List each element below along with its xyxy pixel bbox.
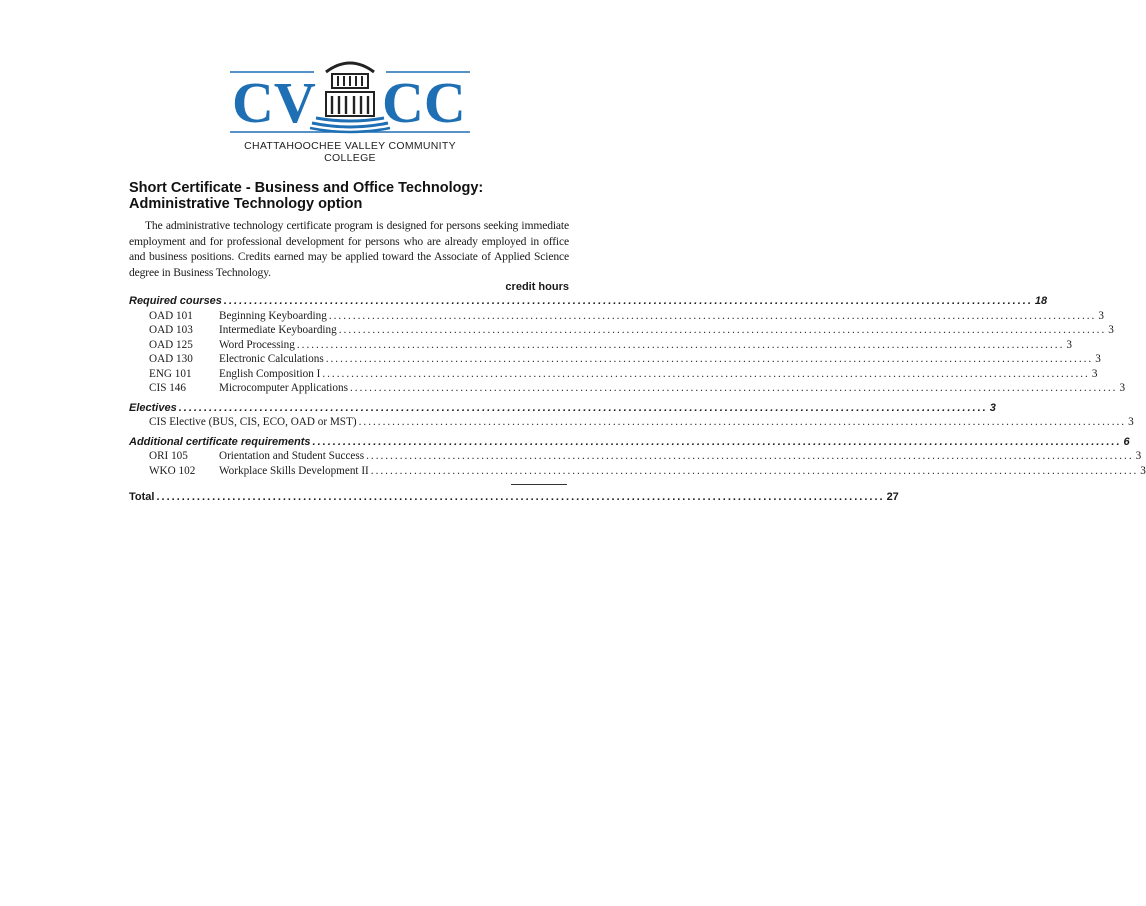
section-label: Additional certificate requirements [129,435,311,448]
course-code: CIS 146 [149,382,186,394]
leader-dots: ................................................................................................................................................................ [338,324,1107,336]
rotunda-icon [310,63,390,132]
course-name: CIS Elective (BUS, CIS, ECO, OAD or MST) [149,416,357,428]
course-code: ORI 105 [149,450,188,462]
section-label: Required courses [129,295,222,307]
logo-letters-right: CC [382,70,466,135]
credit-hours-header: credit hours [505,281,569,293]
section-hours: 3 [989,401,996,414]
course-row [129,381,1126,396]
section-hours: 18 [1034,295,1048,307]
course-row [129,338,1072,353]
section-row [129,294,1048,309]
course-hours: 3 [1091,367,1098,380]
leader-dots: ................................................................................................................................................................ [366,450,1134,462]
leader-dots: ................................................................................................................................................................ [296,338,1065,351]
leader-dots: ................................................................................................................................................................ [223,295,1033,307]
total-label: Total [129,491,155,503]
leader-dots: ................................................................................................................................................................ [322,367,1090,380]
course-hours: 3 [1066,338,1072,351]
course-row [129,367,1098,382]
leader-dots: ................................................................................................................................................................ [178,401,988,414]
section-row [129,401,996,416]
course-name: Word Processing [219,338,295,351]
course-code: OAD 130 [149,353,193,365]
page-title [129,180,569,212]
leader-dots: ................................................................................................................................................................ [349,382,1118,394]
college-name: CHATTAHOOCHEE VALLEY COMMUNITY COLLEGE [244,140,456,164]
leader-dots: ................................................................................................................................................................ [328,309,1097,322]
course-code: OAD 101 [149,309,193,322]
logo-graphic [228,52,472,142]
course-hours: 3 [1140,464,1146,477]
section-row [129,435,1130,450]
leader-dots: ................................................................................................................................................ [156,491,885,503]
course-row [129,323,1114,338]
course-row [129,449,1142,464]
course-name: Beginning Keyboarding [219,309,327,322]
course-name: Intermediate Keyboarding [219,324,337,336]
course-code: WKO 102 [149,464,196,477]
course-name: Workplace Skills Development II [219,464,369,477]
total-row [129,490,899,505]
course-hours: 3 [1119,382,1126,394]
course-code: ENG 101 [149,367,192,380]
course-hours: 3 [1108,324,1114,336]
intro-paragraph: The administrative technology certificate program is designed for persons seeking immediate employment and for professional development for persons who are already employed in office and business positions. Credits earned may be applied toward the Associate of Applied Science degree in Business Technology. [129,219,569,279]
course-code: OAD 125 [149,338,193,351]
course-table [129,294,1146,478]
course-row [129,352,1101,367]
total-rule [511,484,567,485]
course-name: English Composition I [219,367,321,380]
college-logo [228,52,472,154]
course-row [129,415,1134,430]
course-name: Orientation and Student Success [219,450,365,462]
leader-dots: ................................................................................................................................................................ [358,416,1127,428]
title-line-2: Administrative Technology option [129,196,363,212]
logo-letters-left: CV [232,70,316,135]
leader-dots: ................................................................................................................................................................ [370,464,1139,477]
section-label: Electives [129,401,177,414]
section-hours: 6 [1123,435,1130,448]
total-hours: 27 [886,491,899,503]
course-hours: 3 [1135,450,1142,462]
course-name: Microcomputer Applications [219,382,348,394]
course-hours: 3 [1128,416,1134,428]
course-hours: 3 [1098,309,1104,322]
course-code: OAD 103 [149,324,193,336]
course-name: Electronic Calculations [219,353,324,365]
title-line-1: Short Certificate - Business and Office Technology: [129,180,484,196]
certificate-content [129,180,1146,505]
leader-dots: ................................................................................................................................................................ [312,435,1122,448]
leader-dots: ................................................................................................................................................................ [325,353,1094,365]
course-row [129,464,1146,479]
course-hours: 3 [1095,353,1101,365]
course-row [129,309,1104,324]
